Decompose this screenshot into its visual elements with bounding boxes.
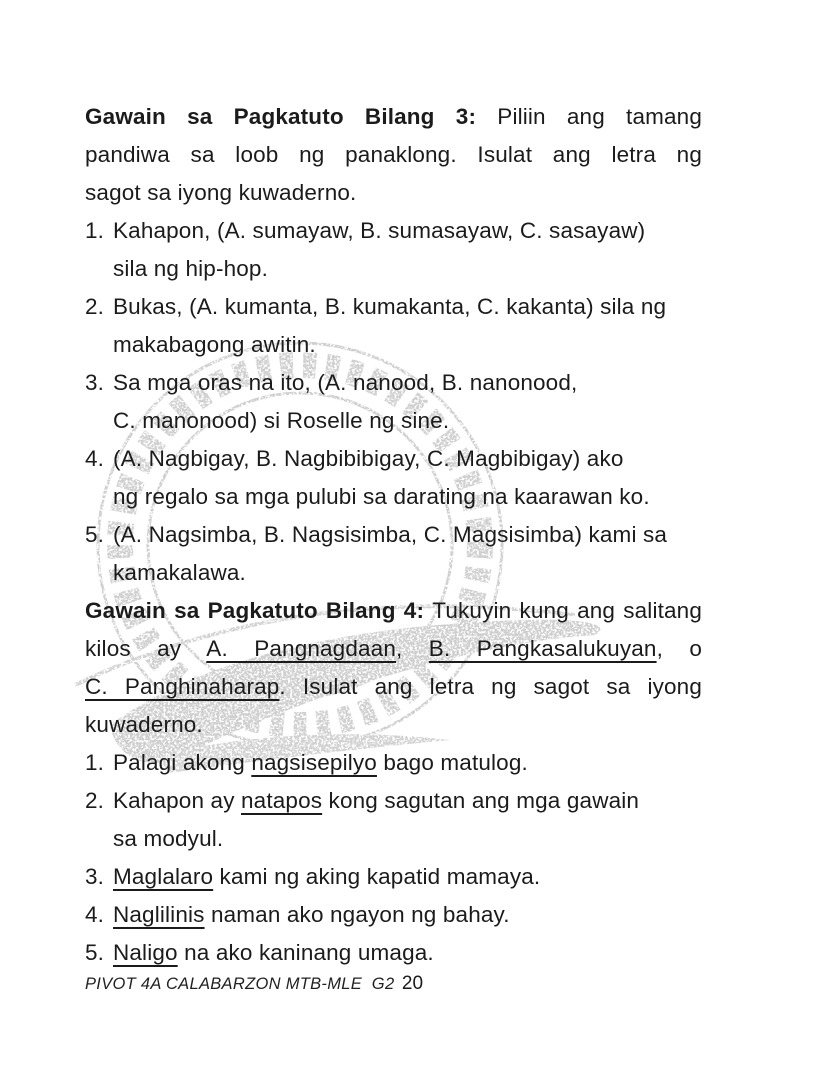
underlined-verb: nagsisepilyo <box>251 750 377 775</box>
item-text: (A. Nagsimba, B. Nagsisimba, C. Magsisimba) kami sa <box>113 522 668 547</box>
item-text: (A. Nagbigay, B. Nagbibibigay, C. Magbibigay) ako <box>113 446 624 471</box>
underlined-verb: Naglilinis <box>113 902 205 927</box>
item-number: 2. <box>85 294 105 319</box>
underlined-option-b: B. Pangkasalukuyan <box>428 636 657 661</box>
activity-3-item-1-line-1 <box>85 212 702 250</box>
page-content <box>85 98 702 972</box>
activity-3-item-1-line-2: sila ng hip-hop. <box>113 256 268 281</box>
activity-3-heading-line-1 <box>85 98 702 136</box>
activity-3-item-4-line-1 <box>85 440 702 478</box>
underlined-verb: Naligo <box>113 940 178 965</box>
page-footer <box>0 970 825 1000</box>
activity-3-title-colon: : <box>468 104 498 129</box>
activity-4-instructions-start: Tukuyin kung ang salitang <box>432 598 702 623</box>
activity-3-item-3-line-1 <box>85 364 702 402</box>
activity-4-item-3 <box>85 858 702 896</box>
activity-4-item-2-line-1 <box>85 782 702 820</box>
text-segment: , <box>396 636 429 661</box>
underlined-verb: Maglalaro <box>113 864 214 889</box>
text-segment: , o <box>656 636 702 661</box>
text-segment: naman ako ngayon ng bahay. <box>204 902 510 927</box>
item-text: Kahapon, (A. sumayaw, B. sumasayaw, C. sasayaw) <box>113 218 646 243</box>
text-segment: kami ng aking kapatid mamaya. <box>213 864 541 889</box>
activity-4-heading-line-2 <box>85 630 702 668</box>
footer-page-number: 20 <box>401 973 424 994</box>
footer-module-label: PIVOT 4A CALABARZON MTB-MLE G2 <box>85 975 395 993</box>
activity-4-item-5 <box>85 934 702 972</box>
item-number: 4. <box>85 446 105 471</box>
underlined-option-a: A. Pangnagdaan <box>206 636 397 661</box>
activity-4-item-2-line-2: sa modyul. <box>113 826 224 851</box>
activity-4-title: Gawain sa Pagkatuto Bilang 4 <box>85 598 417 623</box>
activity-4-heading-line-1 <box>85 592 702 630</box>
item-number: 1. <box>85 218 105 243</box>
activity-3-instructions-start: Piliin ang tamang <box>497 104 703 129</box>
item-number: 5. <box>85 940 105 965</box>
activity-4-heading-line-3 <box>85 668 702 706</box>
activity-3-item-5-line-1 <box>85 516 702 554</box>
activity-4-title-colon: : <box>416 598 433 623</box>
text-segment: na ako kaninang umaga. <box>177 940 434 965</box>
item-number: 3. <box>85 370 105 395</box>
text-segment: kilos ay <box>85 636 207 661</box>
activity-3-item-2-line-1 <box>85 288 702 326</box>
activity-4-item-1 <box>85 744 702 782</box>
item-number: 3. <box>85 864 105 889</box>
text-segment: Palagi akong <box>113 750 252 775</box>
activity-3-item-3-line-2: C. manonood) si Roselle ng sine. <box>113 408 450 433</box>
underlined-verb: natapos <box>241 788 323 813</box>
underlined-option-c: C. Panghinaharap <box>85 674 280 699</box>
item-number: 5. <box>85 522 105 547</box>
activity-4-section <box>85 592 702 972</box>
activity-3-heading-line-2: pandiwa sa loob ng panaklong. Isulat ang letra ng <box>85 142 702 167</box>
activity-3-section <box>85 98 702 592</box>
text-segment: kong sagutan ang mga gawain <box>322 788 640 813</box>
text-segment: Kahapon ay <box>113 788 242 813</box>
item-text: Bukas, (A. kumanta, B. kumakanta, C. kakanta) sila ng <box>113 294 667 319</box>
activity-3-title: Gawain sa Pagkatuto Bilang 3 <box>85 104 469 129</box>
activity-4-heading-line-4: kuwaderno. <box>85 712 203 737</box>
activity-3-heading-line-3: sagot sa iyong kuwaderno. <box>85 180 357 205</box>
activity-3-item-4-line-2: ng regalo sa mga pulubi sa darating na kaarawan ko. <box>113 484 650 509</box>
item-text: Sa mga oras na ito, (A. nanood, B. nanonood, <box>113 370 578 395</box>
item-number: 1. <box>85 750 105 775</box>
activity-3-item-5-line-2: kamakalawa. <box>113 560 246 585</box>
item-number: 2. <box>85 788 105 813</box>
activity-4-item-4 <box>85 896 702 934</box>
text-segment: bago matulog. <box>376 750 528 775</box>
activity-3-item-2-line-2: makabagong awitin. <box>113 332 316 357</box>
item-number: 4. <box>85 902 105 927</box>
text-segment: . Isulat ang letra ng sagot sa iyong <box>279 674 702 699</box>
